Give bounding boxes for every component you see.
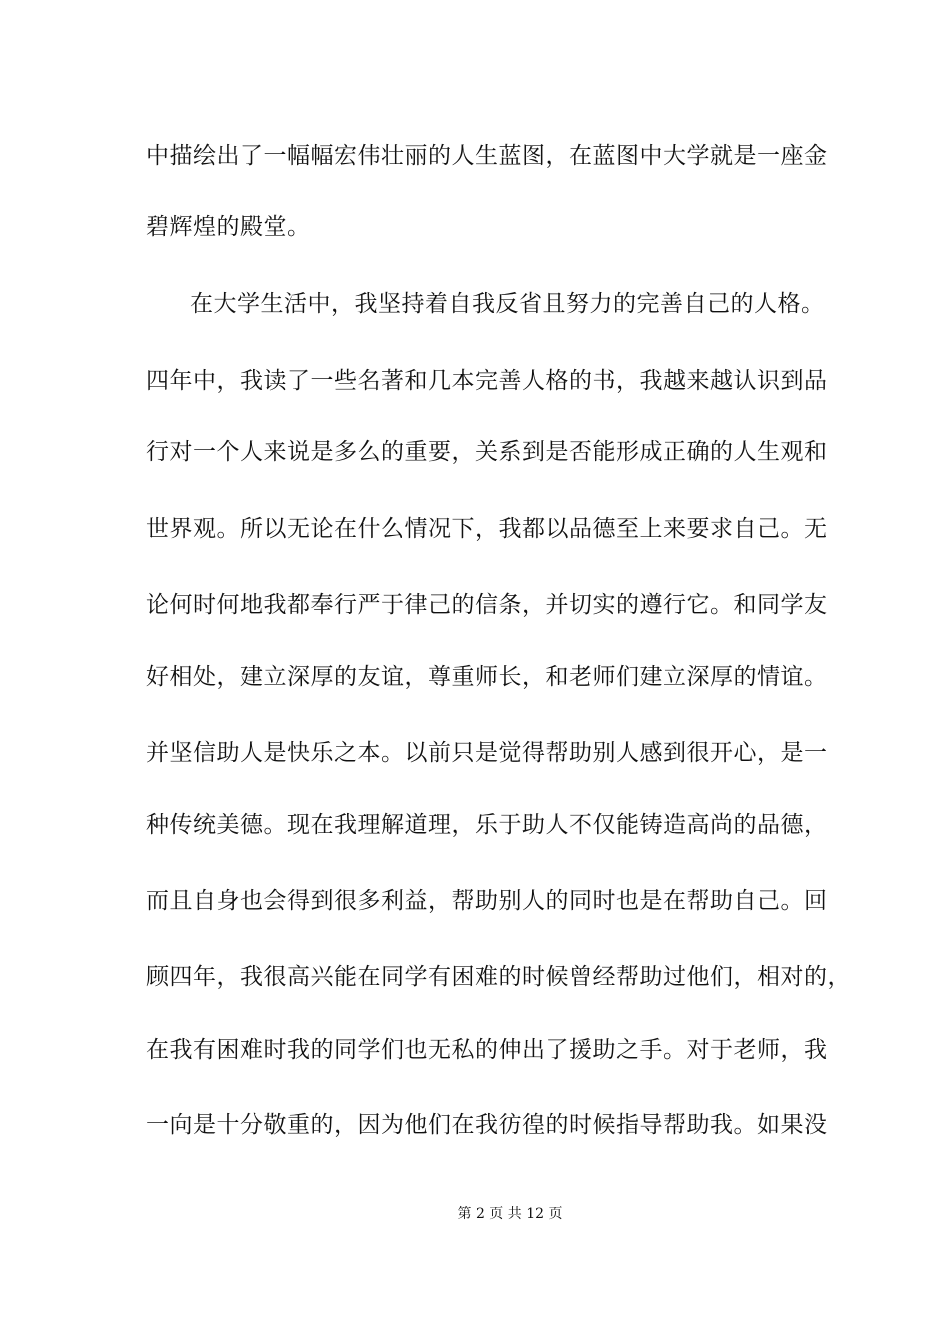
text-line-13: 在我有困难时我的同学们也无私的伸出了援助之手。对于老师，我 <box>146 1037 828 1063</box>
text-line-7: 论何时何地我都奉行严于律己的信条，并切实的遵行它。和同学友 <box>146 592 828 618</box>
text-line-4: 四年中，我读了一些名著和几本完善人格的书，我越来越认识到品 <box>146 368 828 394</box>
text-line-14: 一向是十分敬重的，因为他们在我彷徨的时候指导帮助我。如果没 <box>146 1112 828 1138</box>
text-line-8: 好相处，建立深厚的友谊，尊重师长，和老师们建立深厚的情谊。 <box>146 664 828 690</box>
text-line-10: 种传统美德。现在我理解道理，乐于助人不仅能铸造高尚的品德， <box>146 812 828 838</box>
text-line-11: 而且自身也会得到很多利益，帮助别人的同时也是在帮助自己。回 <box>146 888 828 914</box>
text-line-5: 行对一个人来说是多么的重要，关系到是否能形成正确的人生观和 <box>146 439 828 465</box>
text-line-12: 顾四年，我很高兴能在同学有困难的时候曾经帮助过他们，相对的， <box>146 964 851 990</box>
page-number-footer: 第 2 页 共 12 页 <box>457 1206 563 1222</box>
text-line-1: 中描绘出了一幅幅宏伟壮丽的人生蓝图，在蓝图中大学就是一座金 <box>146 143 828 169</box>
text-line-3: 在大学生活中，我坚持着自我反省且努力的完善自己的人格。 <box>190 291 825 317</box>
text-line-2: 碧辉煌的殿堂。 <box>146 214 311 240</box>
text-line-9: 并坚信助人是快乐之本。以前只是觉得帮助别人感到很开心，是一 <box>146 740 828 766</box>
text-line-6: 世界观。所以无论在什么情况下，我都以品德至上来要求自己。无 <box>146 516 828 542</box>
